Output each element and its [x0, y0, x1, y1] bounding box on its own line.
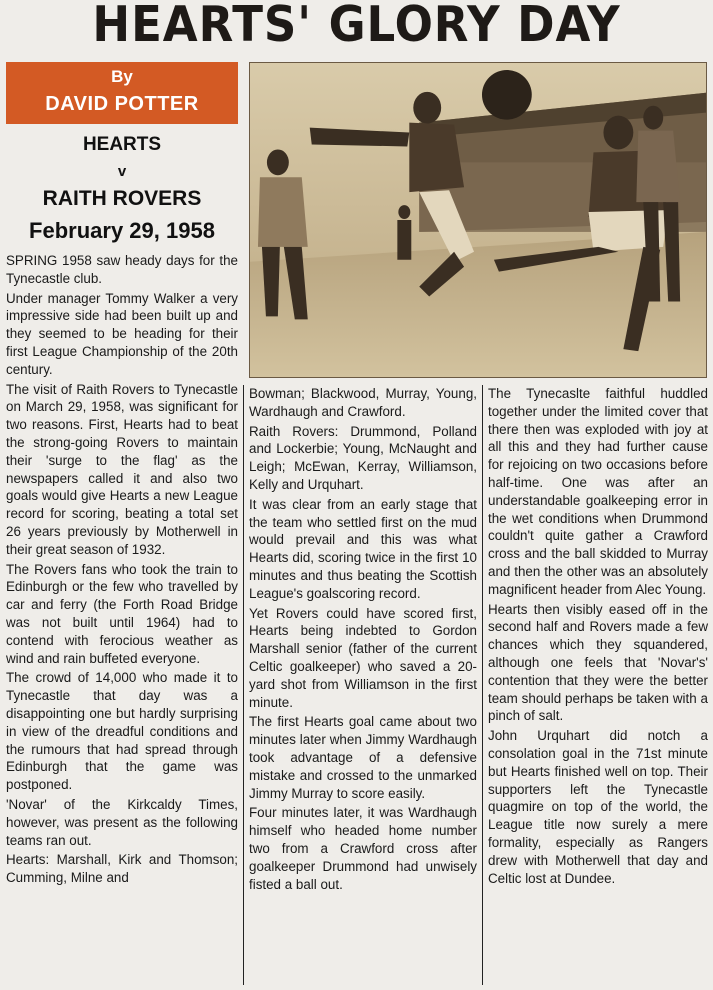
paragraph: It was clear from an early stage that the team who settled first on the mud would prevail and this was what Hearts did, scoring twice in the first 10 minutes and thus beating the Scottish League's goalscoring record. [249, 496, 477, 601]
paragraph: John Urquhart did notch a consolation goal in the 71st minute but Hearts finished well on top. Their supporters left the Tynecastle quagmire on top of the world, the League title now surely a mere formality, especially as Rangers drew with Motherwell that day and Celtic lost at Dundee. [488, 728, 708, 886]
football-match-photo [249, 62, 707, 378]
paragraph: The crowd of 14,000 who made it to Tynecastle that day was a disappointing one but hardly surprising in view of the dreadful conditions and the rumours that had spread through Edinburgh that the game was postponed. [6, 670, 238, 793]
paragraph: Raith Rovers: Drummond, Polland and Lockerbie; Young, McNaught and Leigh; McEwan, Kerray, Williamson, Kelly and Urquhart. [249, 423, 477, 492]
match-team-away: RAITH ROVERS [42, 187, 202, 210]
football-match-photo-icon [250, 63, 706, 377]
paragraph: SPRING 1958 saw heady days for the Tynecastle club. [6, 253, 238, 286]
article-column-3 [488, 385, 708, 889]
match-team-home: HEARTS [82, 134, 162, 155]
match-versus: v [117, 163, 127, 180]
paragraph: Hearts then visibly eased off in the second half and Rovers made a few chances which they squandered, although one feels that 'Novar's' contention that they were the better team should perhaps be taken with a pinch of salt. [488, 601, 708, 724]
byline-author: DAVID POTTER [45, 93, 199, 115]
match-date: February 29, 1958 [29, 218, 215, 243]
paragraph: Hearts: Marshall, Kirk and Thomson; Cumming, Milne and [6, 852, 238, 886]
article-column-2 [249, 385, 477, 895]
paragraph: Yet Rovers could have scored first, Hearts being indebted to Gordon Marshall senior (father of the current Celtic goalkeeper) who saved a 20-yard shot from Williamson in the first minute. [249, 605, 477, 710]
paragraph: Four minutes later, it was Wardhaugh himself who headed home number two from a Crawford cross after goalkeeper Drummond had unwisely fisted a ball out. [249, 805, 477, 892]
paragraph: The visit of Raith Rovers to Tynecastle on March 29, 1958, was significant for two reasons. First, Hearts had to beat the strong-going Rovers to maintain their 'surge to the flag' as the newspapers called it and also two goals would give Hearts a new League record for scoring, beating a total set 26 years previously by Motherwell in their great season of 1932. [6, 381, 238, 557]
paragraph: 'Novar' of the Kirkcaldy Times, however, was present as the following teams ran out. [6, 796, 238, 848]
match-header [6, 128, 238, 246]
byline-by: By [111, 67, 133, 86]
byline-box [6, 62, 238, 124]
column-divider [482, 385, 483, 985]
paragraph: The Tynecaslte faithful huddled together under the limited cover that there then was exploded with joy at all this and they had further cause for rejoicing on two occasions before half-time. One was after an understandable goalkeeping error in the wet conditions when Drummond couldn't quite gather a Crawford cross and the ball skidded to Murray and then the other was an absolutely magnificent header from Alec Young. [488, 386, 708, 597]
article-column-1 [6, 252, 238, 889]
paragraph: Bowman; Blackwood, Murray, Young, Wardhaugh and Crawford. [249, 386, 477, 419]
paragraph: The first Hearts goal came about two minutes later when Jimmy Wardhaugh took advantage of a defensive mistake and crossed to the unmarked Jimmy Murray to score easily. [249, 714, 477, 801]
column-divider [243, 385, 244, 985]
paragraph: The Rovers fans who took the train to Edinburgh or the few who travelled by car and ferry (the Forth Road Bridge was not built until 1964) had to contend with ferocious weather as wind and rain buffeted everyone. [6, 561, 238, 666]
headline: HEARTS' GLORY DAY [92, 0, 621, 53]
paragraph: Under manager Tommy Walker a very impressive side had been built up and they seemed to be heading for their first League Championship of the 20th century. [6, 290, 238, 377]
